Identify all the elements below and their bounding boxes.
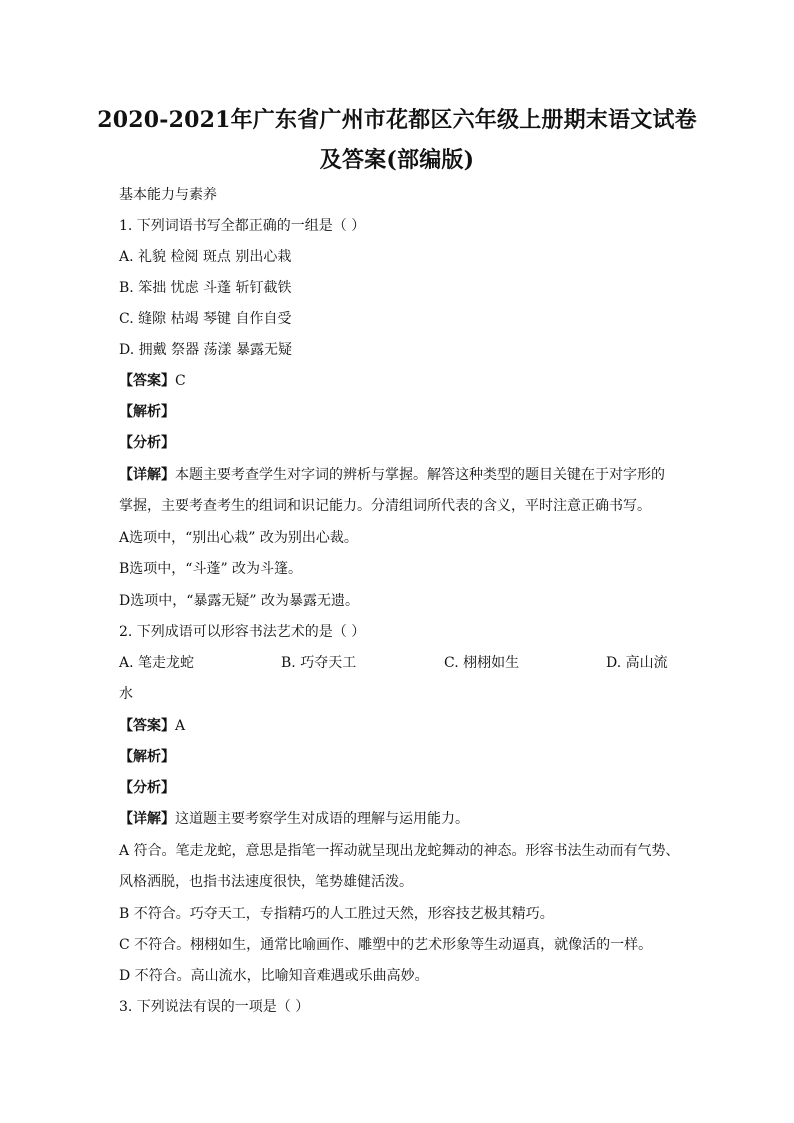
q2-options-row <box>119 654 679 672</box>
doc-title-line-2: 及答案(部编版) <box>319 147 475 173</box>
q1-note-b: B选项中，“斗蓬” 改为斗篷。 <box>119 561 303 577</box>
q1-option-b: B. 笨拙 忧虑 斗蓬 斩钉截铁 <box>119 280 292 296</box>
q2-stem: 2. 下列成语可以形容书法艺术的是（ ） <box>119 624 366 640</box>
q1-answer-tag: 【答案】 <box>119 373 175 389</box>
q1-answer-value: C <box>175 373 186 389</box>
q2-explain-c: C 不符合。栩栩如生，通常比喻画作、雕塑中的艺术形象等生动逼真，就像活的一样。 <box>119 937 653 953</box>
q1-option-d: D. 拥戴 祭器 荡漾 暴露无疑 <box>119 342 292 358</box>
q1-analysis-tag: 【解析】 <box>119 404 175 420</box>
q2-explain-b: B 不符合。巧夺天工，专指精巧的人工胜过天然，形容技艺极其精巧。 <box>119 906 554 922</box>
q2-detail-text-1: 这道题主要考察学生对成语的理解与运用能力。 <box>175 811 469 827</box>
q1-option-a: A. 礼貌 检阅 斑点 别出心栽 <box>119 249 292 265</box>
q1-detail-line-1 <box>119 466 679 484</box>
q2-answer <box>119 717 679 735</box>
q1-fenxi-tag: 【分析】 <box>119 435 175 451</box>
q2-answer-tag: 【答案】 <box>119 718 175 734</box>
section-heading: 基本能力与素养 <box>119 187 217 203</box>
q2-explain-a-1: A 符合。笔走龙蛇，意思是指笔一挥动就呈现出龙蛇舞动的神态。形容书法生动而有气势、 <box>119 843 680 859</box>
q3-stem: 3. 下列说法有误的一项是（ ） <box>119 999 310 1015</box>
q2-option-b: B. 巧夺天工 <box>281 655 357 671</box>
q2-analysis-tag: 【解析】 <box>119 749 175 765</box>
q2-explain-d: D 不符合。高山流水，比喻知音难遇或乐曲高妙。 <box>119 968 429 984</box>
q1-option-c: C. 缝隙 枯竭 琴键 自作自受 <box>119 311 292 327</box>
q1-detail-text-1: 本题主要考查学生对字词的辨析与掌握。解答这种类型的题目关键在于对字形的 <box>175 467 665 483</box>
q2-detail-tag: 【详解】 <box>119 811 175 827</box>
q1-note-a: A选项中，“别出心栽” 改为别出心裁。 <box>119 530 358 546</box>
doc-title-line-1: 2020-2021年广东省广州市花都区六年级上册期末语文试卷 <box>97 107 697 133</box>
q2-option-d-wrap: 水 <box>119 686 133 702</box>
q1-detail-line-2: 掌握，主要考查考生的组词和识记能力。分清组词所代表的含义，平时注意正确书写。 <box>119 498 651 514</box>
q2-option-d: D. 高山流 <box>606 655 668 671</box>
q2-fenxi-tag: 【分析】 <box>119 780 175 796</box>
q2-detail-line-1 <box>119 810 679 828</box>
q2-option-c: C. 栩栩如生 <box>444 655 520 671</box>
q1-answer <box>119 372 679 390</box>
q1-stem: 1. 下列词语书写全都正确的一组是（ ） <box>119 218 366 234</box>
q1-note-d: D选项中，“暴露无疑” 改为暴露无遗。 <box>119 593 359 609</box>
q2-answer-value: A <box>175 718 186 734</box>
q1-detail-tag: 【详解】 <box>119 467 175 483</box>
q2-option-a: A. 笔走龙蛇 <box>119 655 195 671</box>
q2-explain-a-2: 风格洒脱，也指书法速度很快，笔势雄健活泼。 <box>119 874 413 890</box>
